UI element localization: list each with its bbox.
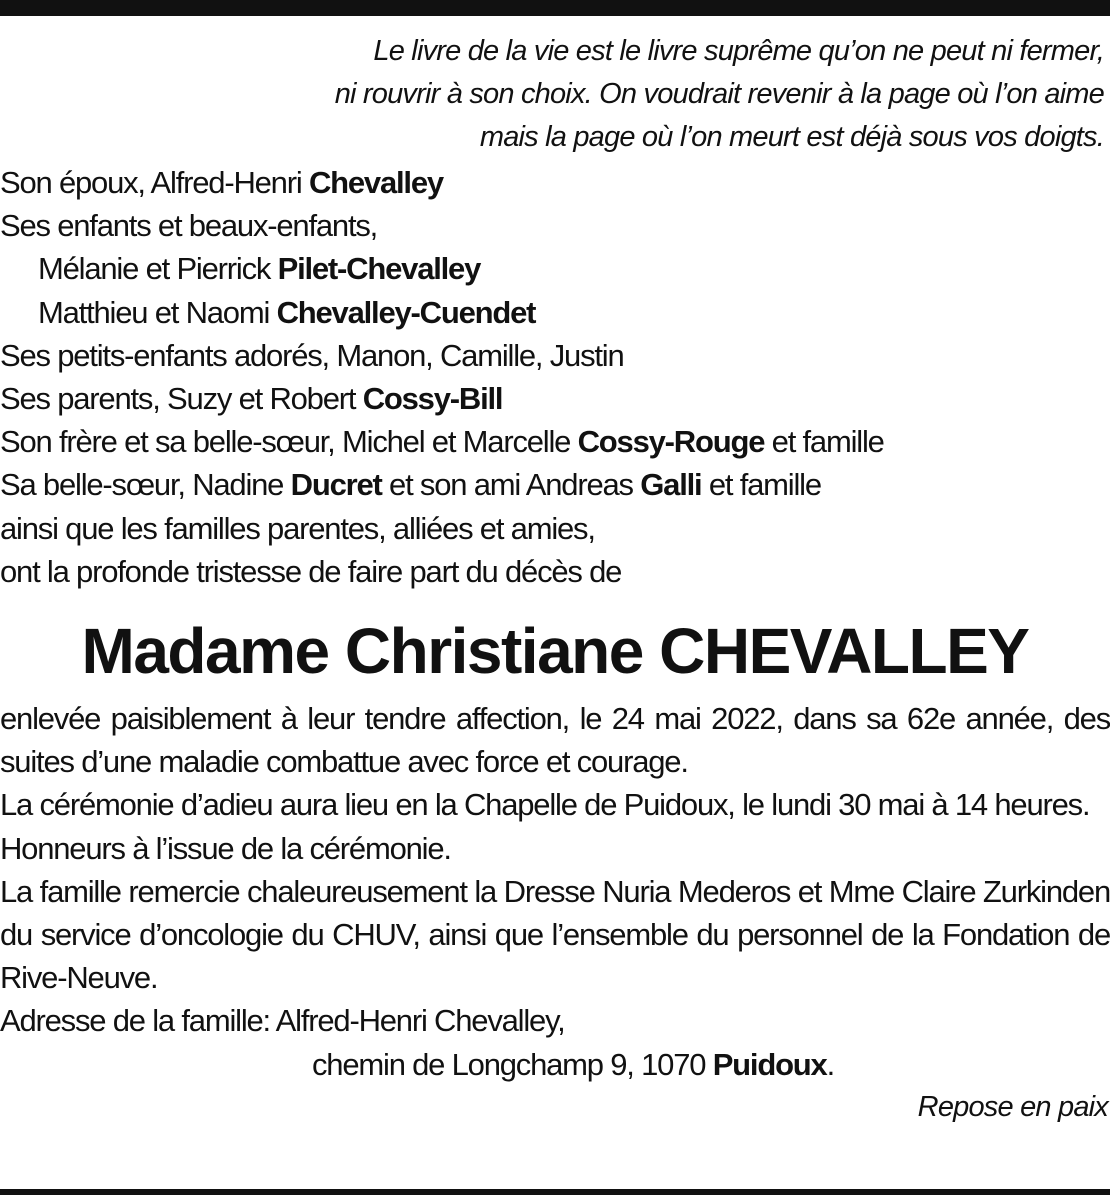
address-town: Puidoux xyxy=(712,1046,827,1082)
family-children-intro: Ses enfants et beaux-enfants, xyxy=(0,208,378,244)
family-surname: Ducret xyxy=(290,467,382,503)
family-announce: ont la profonde tristesse de faire part du décès de xyxy=(0,553,622,589)
family-text: Ses parents, Suzy et Robert xyxy=(0,381,363,417)
family-surname: Cossy-Rouge xyxy=(577,424,765,460)
family-text: Son frère et sa belle-sœur, Michel et Marcelle xyxy=(0,424,578,460)
family-child xyxy=(0,291,1110,334)
family-child xyxy=(0,247,1110,290)
family-surname: Cossy-Bill xyxy=(362,381,503,417)
honours-paragraph: Honneurs à l’issue de la cérémonie. xyxy=(0,830,451,866)
quote-line: ni rouvrir à son choix. On voudrait revenir à la page où l’on aime xyxy=(334,78,1104,110)
notice-details xyxy=(0,697,1110,1086)
family-text: Sa belle-sœur, Nadine xyxy=(0,467,291,503)
family-text: et famille xyxy=(701,467,821,503)
family-surname: Chevalley xyxy=(308,165,443,200)
ceremony-paragraph: La cérémonie d’adieu aura lieu en la Chapelle de Puidoux, le lundi 30 mai à 14 heures. xyxy=(0,787,1090,823)
family-text: et famille xyxy=(764,424,884,460)
address-text: . xyxy=(826,1046,834,1082)
bottom-rule xyxy=(0,1189,1110,1195)
epigraph-quote xyxy=(0,30,1110,159)
family-surname: Pilet-Chevalley xyxy=(277,251,481,287)
quote-line: mais la page où l’on meurt est déjà sous vos doigts. xyxy=(479,121,1104,153)
family-sister-in-law xyxy=(0,463,1110,506)
thanks-paragraph: La famille remercie chaleureusement la Dresse Nuria Mederos et Mme Claire Zurkinden du service d’oncologie du CHUV, ainsi que l’ensemble du personnel de la Fondation de Rive-Neuve. xyxy=(0,873,1110,996)
family-text: et son ami Andreas xyxy=(381,467,641,503)
family-parents xyxy=(0,377,1110,420)
top-rule xyxy=(0,0,1110,16)
family-husband xyxy=(0,161,1110,204)
family-others: ainsi que les familles parentes, alliées et amies, xyxy=(0,510,595,546)
family-text: Matthieu et Naomi xyxy=(38,294,277,330)
family-list xyxy=(0,161,1110,593)
quote-line: Le livre de la vie est le livre suprême qu’on ne peut ni fermer, xyxy=(373,35,1104,67)
obituary-notice xyxy=(0,30,1110,1129)
address-text: chemin de Longchamp 9, 1070 xyxy=(312,1046,713,1082)
family-text: Son époux, Alfred-Henri xyxy=(0,165,309,200)
family-grandchildren: Ses petits-enfants adorés, Manon, Camille, Justin xyxy=(0,337,624,373)
closing-phrase: Repose en paix xyxy=(917,1090,1108,1123)
address-street xyxy=(0,1043,1110,1086)
passing-paragraph: enlevée paisiblement à leur tendre affection, le 24 mai 2022, dans sa 62e année, des suites d’une maladie combattue avec force et courage. xyxy=(0,701,1110,780)
family-brother xyxy=(0,420,1110,463)
deceased-name: Madame Christiane CHEVALLEY xyxy=(81,615,1029,688)
address-label: Adresse de la famille: Alfred-Henri Chevalley, xyxy=(0,1003,565,1039)
family-surname: Chevalley-Cuendet xyxy=(276,294,536,330)
family-surname: Galli xyxy=(640,467,702,503)
family-text: Mélanie et Pierrick xyxy=(38,251,278,287)
